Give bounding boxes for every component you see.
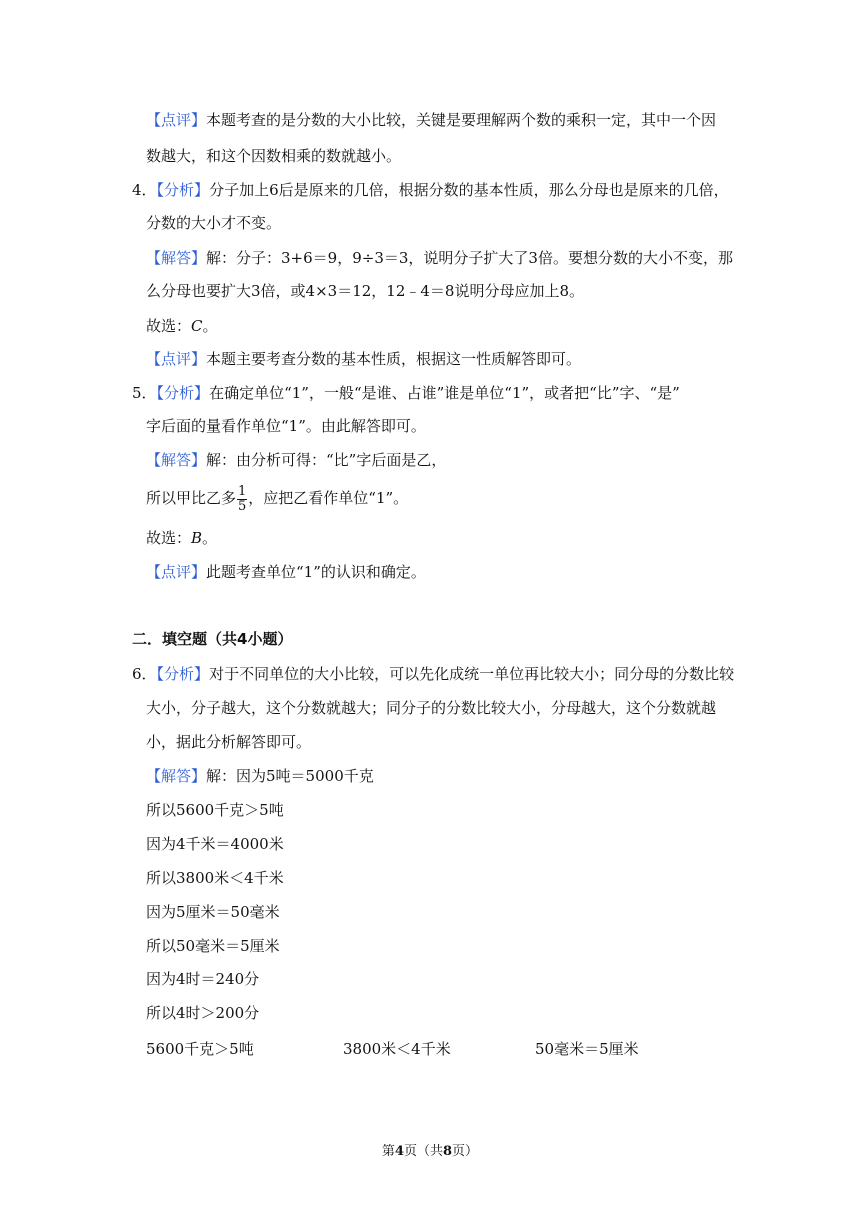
q6-answer-text-1: 解：因为5吨＝5000千克	[206, 767, 374, 785]
q4-review	[146, 349, 581, 369]
q5-choice	[146, 528, 217, 548]
page-number: 4	[394, 1144, 404, 1159]
review-tag: 【点评】	[146, 111, 207, 129]
q6-step: 因为4时＝240分	[146, 970, 260, 988]
q6-result: 50毫米＝5厘米	[535, 1040, 639, 1058]
q6-analysis-text-1: 对于不同单位的大小比较，可以先化成统一单位再比较大小；同分母的分数比较	[209, 665, 735, 683]
q6-step: 所以5600千克＞5吨	[146, 801, 284, 819]
review-tag: 【点评】	[146, 350, 207, 368]
q5-answer-line-1	[146, 450, 446, 470]
q5-review-text: 此题考查单位“1”的认识和确定。	[206, 563, 426, 581]
footer-mid: 页（共	[403, 1144, 443, 1159]
q4-choice-suffix: 。	[202, 317, 218, 335]
analysis-tag: 【分析】	[156, 665, 210, 683]
q3-review-line-1	[146, 110, 716, 130]
q4-analysis-line-2: 分数的大小才不变。	[146, 214, 282, 232]
q6-answer-line-1	[146, 766, 374, 786]
q6-analysis-line-3: 小，据此分析解答即可。	[146, 733, 312, 751]
q6-step: 因为4千米＝4000米	[146, 835, 284, 853]
q5-analysis-text-1: 在确定单位“1”，一般“是谁、占谁”谁是单位“1”，或者把“比”字、“是”	[209, 384, 680, 402]
q6-result: 3800米＜4千米	[343, 1040, 451, 1058]
q3-review-text-1: 本题考查的是分数的大小比较，关键是要理解两个数的乘积一定，其中一个因	[206, 111, 717, 129]
q6-analysis-line-2: 大小，分子越大，这个分数就越大；同分子的分数比较大小，分母越大，这个分数就越	[146, 699, 717, 717]
q5-answer-line-2	[146, 480, 408, 516]
q4-analysis-line-1	[132, 180, 729, 200]
q4-choice-prefix: 故选：	[146, 317, 192, 335]
q5-choice-letter: B	[191, 529, 203, 547]
q3-review-line-2: 数越大，和这个因数相乘的数就越小。	[146, 147, 402, 165]
q5-answer-text-1: 解：由分析可得：“比”字后面是乙，	[206, 451, 447, 469]
analysis-tag: 【分析】	[156, 384, 210, 402]
q6-analysis-line-1	[132, 664, 734, 684]
answer-tag: 【解答】	[146, 451, 207, 469]
q6-result: 5600千克＞5吨	[146, 1040, 254, 1058]
q5-number: 5．	[132, 384, 157, 402]
q4-choice-letter: C	[191, 317, 203, 335]
page-footer	[0, 1140, 860, 1159]
fraction-denominator: 5	[238, 498, 247, 514]
q4-choice	[146, 316, 218, 336]
q4-answer-text-1: 解：分子：3+6＝9，9÷3＝3，说明分子扩大了3倍。要想分数的大小不变，那	[206, 249, 733, 267]
q6-number: 6．	[132, 665, 157, 683]
q5-answer-pre: 所以甲比乙多	[146, 489, 237, 507]
q4-answer-line-2: 么分母也要扩大3倍，或4×3＝12，12﹣4＝8说明分母应加上8。	[146, 282, 585, 300]
analysis-tag: 【分析】	[156, 181, 210, 199]
q5-choice-suffix: 。	[202, 529, 218, 547]
fraction-numerator: 1	[238, 483, 247, 499]
q6-step: 所以3800米＜4千米	[146, 869, 284, 887]
q5-choice-prefix: 故选：	[146, 529, 192, 547]
q4-number: 4．	[132, 181, 157, 199]
footer-pre: 第	[381, 1144, 395, 1159]
fraction	[237, 485, 247, 514]
q4-review-text: 本题主要考查分数的基本性质，根据这一性质解答即可。	[206, 350, 582, 368]
q5-review	[146, 562, 426, 582]
q5-analysis-line-2: 字后面的量看作单位“1”。由此解答即可。	[146, 417, 426, 435]
answer-tag: 【解答】	[146, 767, 207, 785]
section-heading: 二．填空题（共4小题）	[132, 630, 293, 648]
q6-step: 因为5厘米＝50毫米	[146, 903, 280, 921]
page-total: 8	[443, 1144, 453, 1159]
q5-analysis-line-1	[132, 383, 680, 403]
answer-tag: 【解答】	[146, 249, 207, 267]
q5-answer-post: ，应把乙看作单位“1”。	[248, 489, 409, 507]
q4-analysis-text-1: 分子加上6后是原来的几倍，根据分数的基本性质，那么分母也是原来的几倍，	[209, 181, 729, 199]
q6-step: 所以50毫米＝5厘米	[146, 937, 280, 955]
footer-post: 页）	[452, 1144, 479, 1159]
review-tag: 【点评】	[146, 563, 207, 581]
q4-answer-line-1	[146, 248, 733, 268]
q6-step: 所以4时＞200分	[146, 1004, 260, 1022]
